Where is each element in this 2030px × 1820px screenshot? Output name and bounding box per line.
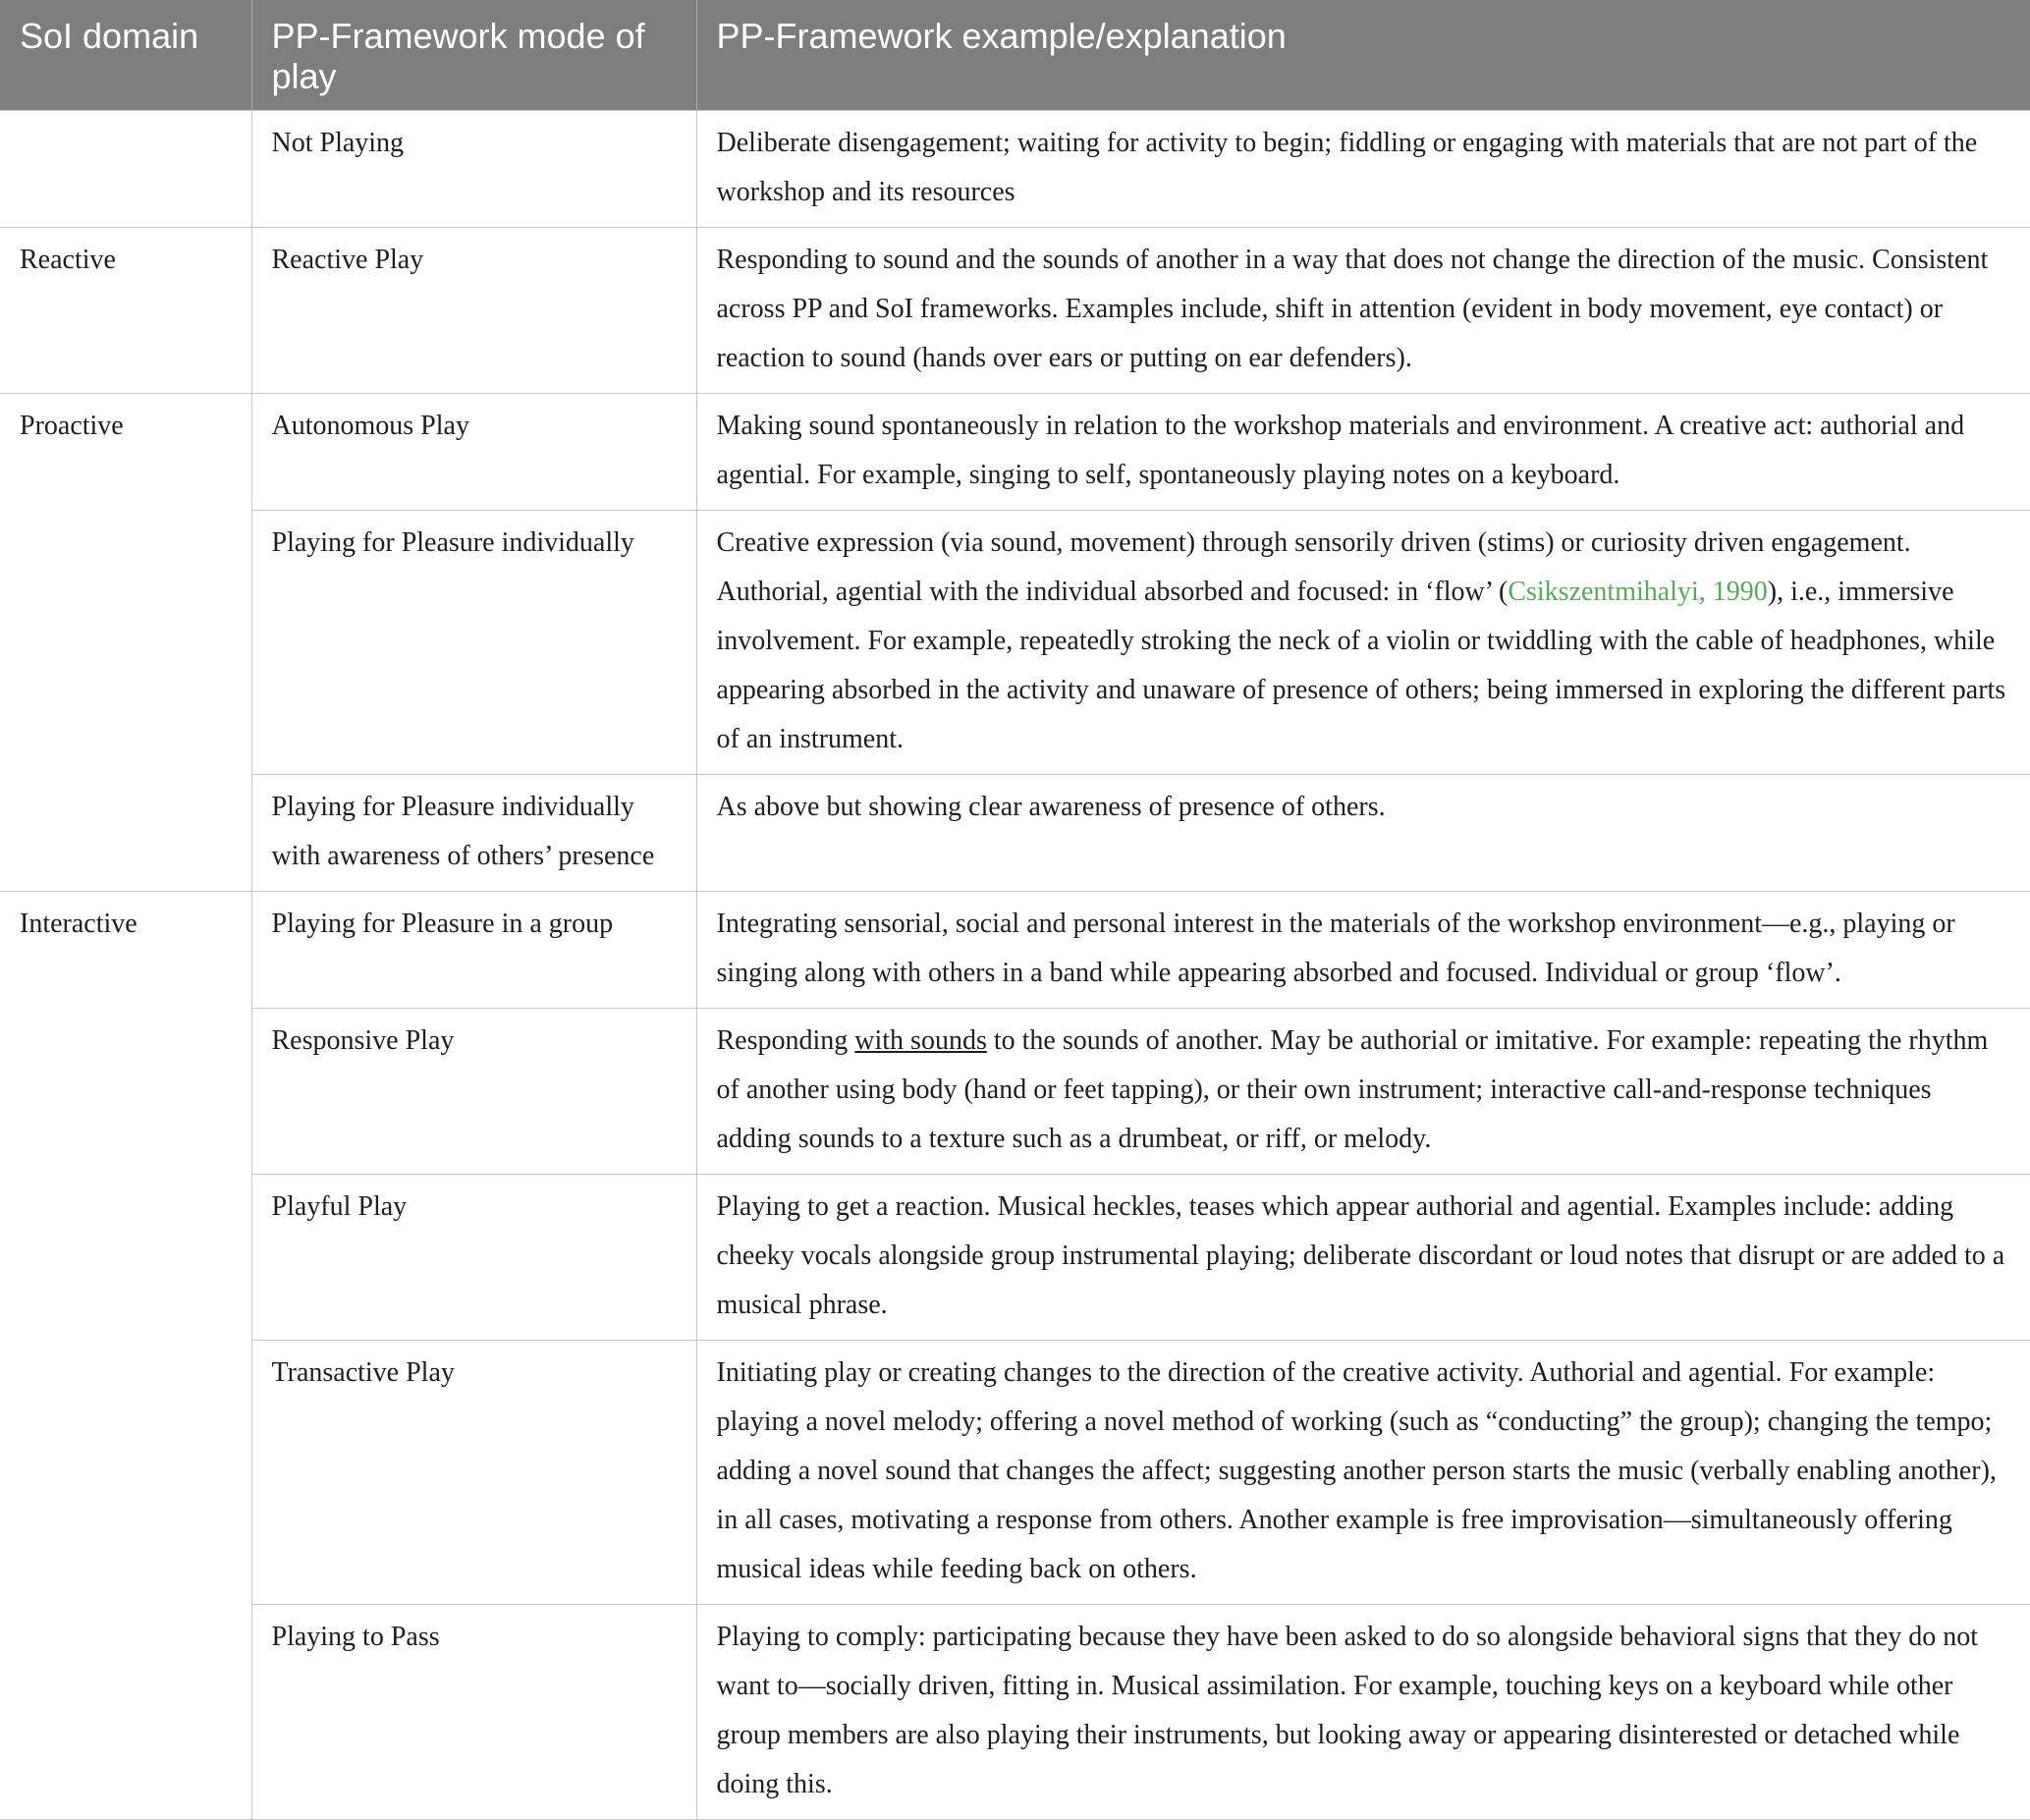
mode-cell: Not Playing [251,111,696,228]
explanation-cell: Initiating play or creating changes to the direction of the creative activity. Authorial and agential. For example: playing a novel melody; offering a novel method of working (such as “conducting” the group); changing the tempo; adding a novel sound that changes the affect; suggesting another person starts the music (verbally enabling another), in all cases, motivating a response from others. Another example is free improvisation—simultaneously offering musical ideas while feeding back on others. [696,1341,2030,1605]
explanation-cell: Making sound spontaneously in relation to the workshop materials and environment. A creative act: authorial and agential. For example, singing to self, spontaneously playing notes on a keyboard. [696,394,2030,511]
table-header [0,0,2030,111]
explanation-text: Responding [716,1025,855,1056]
explanation-text: Creative expression (via sound, movement) through sensorily driven (stims) or curiosity driven engagement. Authorial, agential with the individual absorbed and focused: in ‘flow’ ( [716,527,1911,607]
explanation-cell: Playing to get a reaction. Musical heckles, teases which appear authorial and agential. Examples include: adding cheeky vocals alongside group instrumental playing; deliberate discordant or loud notes that disrupt or are added to a musical phrase. [696,1175,2030,1341]
mode-cell: Reactive Play [251,228,696,394]
domain-cell: Reactive [0,228,251,394]
table-row [0,511,2030,775]
domain-cell [0,1341,251,1605]
explanation-cell [696,1009,2030,1175]
table-row [0,1009,2030,1175]
domain-cell [0,1175,251,1341]
mode-cell: Playing for Pleasure individually with awareness of others’ presence [251,775,696,892]
mode-cell: Responsive Play [251,1009,696,1175]
domain-cell: Proactive [0,394,251,511]
underlined-phrase: with sounds [854,1025,987,1056]
explanation-cell: Deliberate disengagement; waiting for activity to begin; fiddling or engaging with materials that are not part of the workshop and its resources [696,111,2030,228]
table-row [0,775,2030,892]
domain-cell [0,775,251,892]
mode-cell: Playing for Pleasure in a group [251,892,696,1009]
table-row [0,1605,2030,1820]
table-row [0,1341,2030,1605]
table-row [0,394,2030,511]
explanation-text: to the sounds of another. May be authorial or imitative. For example: repeating the rhythm of another using body (hand or feet tapping), or their own instrument; interactive call-and-response techniques adding sounds to a texture such as a drumbeat, or riff, or melody. [716,1025,1989,1154]
table-row [0,228,2030,394]
header-row [0,0,2030,111]
mode-cell: Playing for Pleasure individually [251,511,696,775]
explanation-cell: Playing to comply: participating because they have been asked to do so alongside behavioral signs that they do not want to—socially driven, fitting in. Musical assimilation. For example, touching keys on a keyboard while other group members are also playing their instruments, but looking away or appearing disinterested or detached while doing this. [696,1605,2030,1820]
table-body [0,111,2030,1820]
domain-cell: Interactive [0,892,251,1009]
header-soi-domain: SoI domain [0,0,251,111]
explanation-cell: Responding to sound and the sounds of another in a way that does not change the direction of the music. Consistent across PP and SoI frameworks. Examples include, shift in attention (evident in body movement, eye contact) or reaction to sound (hands over ears or putting on ear defenders). [696,228,2030,394]
explanation-cell: As above but showing clear awareness of presence of others. [696,775,2030,892]
table-row [0,111,2030,228]
domain-cell [0,1009,251,1175]
header-explanation: PP-Framework example/explanation [696,0,2030,111]
header-mode-of-play: PP-Framework mode of play [251,0,696,111]
explanation-cell: Integrating sensorial, social and personal interest in the materials of the workshop environment—e.g., playing or singing along with others in a band while appearing absorbed and focused. Individual or group ‘flow’. [696,892,2030,1009]
citation-link[interactable]: Csikszentmihalyi, 1990 [1508,577,1768,607]
mode-cell: Transactive Play [251,1341,696,1605]
mode-cell: Playing to Pass [251,1605,696,1820]
table-row [0,892,2030,1009]
mode-cell: Autonomous Play [251,394,696,511]
domain-cell [0,511,251,775]
domain-cell [0,1605,251,1820]
explanation-text: ), i.e., immersive involvement. For example, repeatedly stroking the neck of a violin or twiddling with the cable of headphones, while appearing absorbed in the activity and unaware of presence of others; being immersed in exploring the different parts of an instrument. [716,577,2006,754]
mode-cell: Playful Play [251,1175,696,1341]
table-row [0,1175,2030,1341]
domain-cell [0,111,251,228]
explanation-cell [696,511,2030,775]
